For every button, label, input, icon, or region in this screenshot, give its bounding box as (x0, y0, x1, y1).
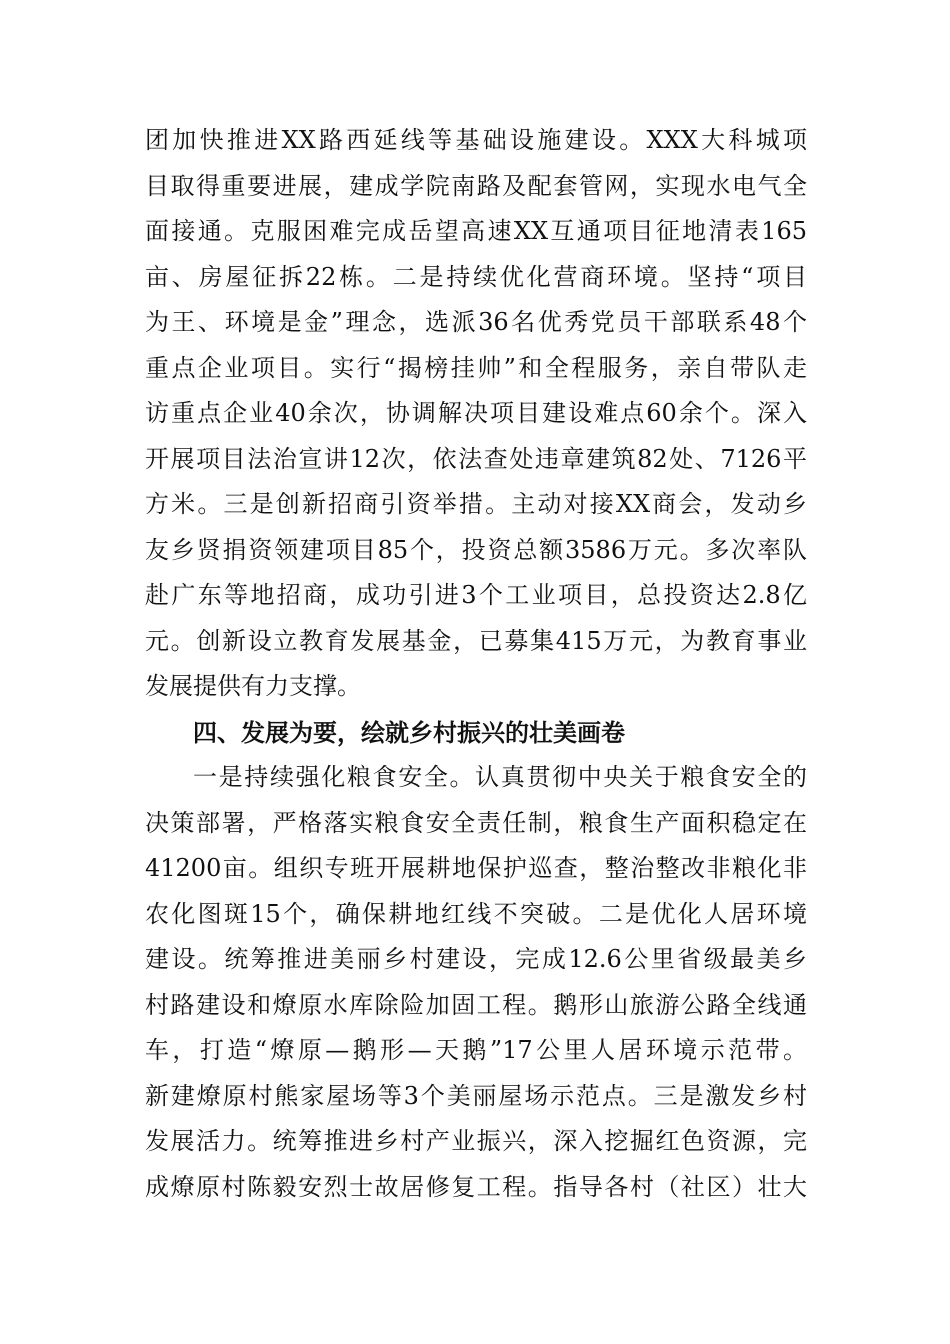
text-line: 元。创新设立教育发展基金，已募集415万元，为教育事业 (145, 626, 807, 655)
text-line: 村路建设和燎原水库除险加固工程。鹅形山旅游公路全线通 (145, 990, 807, 1019)
text-line: 目取得重要进展，建成学院南路及配套管网，实现水电气全 (145, 171, 807, 200)
text-line: 亩、房屋征拆22栋。二是持续优化营商环境。坚持“项目 (145, 262, 807, 291)
text-line: 农化图斑15个，确保耕地红线不突破。二是优化人居环境 (145, 899, 807, 928)
text-line: 访重点企业40余次，协调解决项目建设难点60余个。深入 (145, 399, 807, 427)
text-line: 成燎原村陈毅安烈士故居修复工程。指导各村（社区）壮大 (145, 1172, 807, 1201)
paragraph-rural-revitalization (145, 755, 807, 1210)
text-line: 新建燎原村熊家屋场等3个美丽屋场示范点。三是激发乡村 (145, 1081, 807, 1110)
text-line: 重点企业项目。实行“揭榜挂帅”和全程服务，亲自带队走 (145, 353, 807, 382)
text-line: 为王、环境是金”理念，选派36名优秀党员干部联系48个 (145, 308, 807, 336)
text-line: 决策部署，严格落实粮食安全责任制，粮食生产面积稳定在 (145, 808, 807, 837)
text-line: 面接通。克服困难完成岳望高速XX互通项目征地清表165 (145, 217, 807, 245)
text-line: 赴广东等地招商，成功引进3个工业项目，总投资达2.8亿 (145, 581, 807, 609)
text-line: 团加快推进XX路西延线等基础设施建设。XXX大科城项 (145, 126, 807, 154)
section-heading: 四、发展为要，绘就乡村振兴的壮美画卷 (193, 717, 625, 747)
text-line: 建设。统筹推进美丽乡村建设，完成12.6公里省级最美乡 (145, 945, 807, 973)
text-line: 方米。三是创新招商引资举措。主动对接XX商会，发动乡 (145, 490, 807, 518)
text-line: 发展提供有力支撑。 (145, 672, 361, 700)
text-line: 41200亩。组织专班开展耕地保护巡查，整治整改非粮化非 (145, 854, 807, 882)
paragraph-projects (145, 118, 807, 710)
document-body (145, 118, 807, 1210)
text-line: 开展项目法治宣讲12次，依法查处违章建筑82处、7126平 (145, 444, 807, 473)
text-line: 友乡贤捐资领建项目85个，投资总额3586万元。多次率队 (145, 535, 807, 564)
text-line: 车，打造“燎原—鹅形—天鹅”17公里人居环境示范带。 (145, 1036, 807, 1064)
text-line: 发展活力。统筹推进乡村产业振兴，深入挖掘红色资源，完 (145, 1127, 807, 1155)
text-line: 一是持续强化粮食安全。认真贯彻中央关于粮食安全的 (193, 763, 807, 791)
